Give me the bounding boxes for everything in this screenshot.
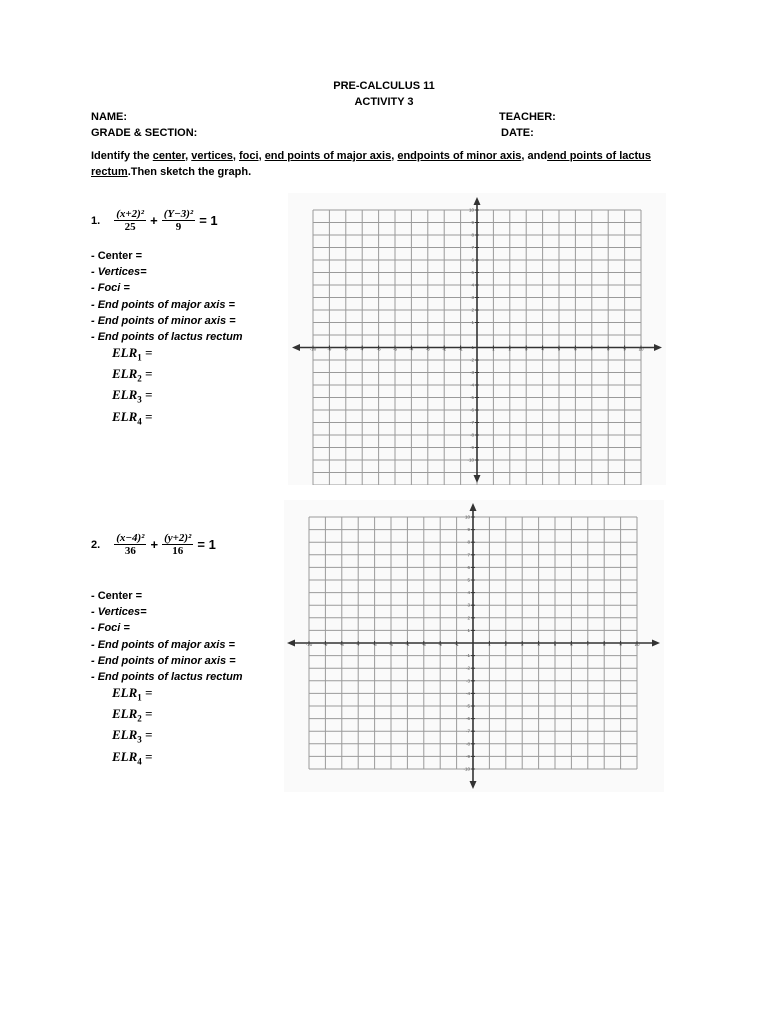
y-tick-label: 6 xyxy=(467,564,470,570)
x-tick-label: -8 xyxy=(343,346,348,352)
y-tick-label: -10 xyxy=(467,457,474,463)
coordinate-grid-2 xyxy=(284,500,664,792)
x-tick-label: -4 xyxy=(409,346,414,352)
elr-4: $ELR_4$ = xyxy=(112,748,153,767)
x-tick-label: 7 xyxy=(590,346,594,352)
x-tick-label: -5 xyxy=(388,642,394,647)
y-tick-label: 10 xyxy=(468,207,474,213)
x-tick-label: 1 xyxy=(488,642,491,647)
y-tick-label: -2 xyxy=(469,357,474,363)
instr-minor: endpoints of minor axis xyxy=(397,150,522,162)
elr-1: $ELR_1$ = xyxy=(112,685,153,703)
elr-2: $ELR_2$ = xyxy=(112,366,153,384)
vertices-line: - Vertices= xyxy=(91,606,147,619)
minor-axis-line: - End points of minor axis = xyxy=(91,654,236,667)
y-tick-label: 2 xyxy=(467,615,470,621)
y-tick-label: -1 xyxy=(465,653,470,659)
y-tick-label: 8 xyxy=(471,232,474,238)
lactus-rectum-line: - End points of lactus rectum xyxy=(91,331,243,344)
y-tick-label: -4 xyxy=(469,382,474,388)
x-tick-label: -4 xyxy=(405,642,410,647)
y-tick-label: 7 xyxy=(467,552,470,558)
y-tick-label: 7 xyxy=(471,245,474,250)
elr-2: $ELR_2$ = xyxy=(112,706,153,724)
x-tick-label: -3 xyxy=(421,642,426,647)
problem-1-items xyxy=(91,248,243,430)
equation-1: 1. $\frac{\text{(x+2)²}}{25}$ + $\frac{\text{(Y−3)²}}{9}$ = 1 xyxy=(91,208,218,233)
lactus-rectum-line: - End points of lactus rectum xyxy=(91,671,243,684)
x-tick-label: 4 xyxy=(541,346,544,352)
x-tick-label: 2 xyxy=(508,346,512,352)
x-tick-label: 10 xyxy=(638,346,644,352)
grade-section-label: GRADE & SECTION: xyxy=(91,127,198,139)
x-tick-label: -9 xyxy=(327,346,332,352)
x-tick-label: 3 xyxy=(520,642,524,647)
y-tick-label: -9 xyxy=(465,753,470,759)
x-tick-label: 1 xyxy=(492,346,495,352)
minor-axis-line: - End points of minor axis = xyxy=(91,314,236,327)
y-tick-label: 9 xyxy=(471,220,474,225)
x-tick-label: -9 xyxy=(323,642,328,647)
center-line: - Center = xyxy=(91,250,143,262)
x-tick-label: 3 xyxy=(524,346,528,352)
instr-lactus: end points of lactus rectum xyxy=(91,150,651,178)
name-label: NAME: xyxy=(91,111,128,123)
x-tick-label: -7 xyxy=(356,642,361,647)
foci-line: - Foci = xyxy=(91,622,130,635)
x-tick-label: -6 xyxy=(376,346,381,352)
y-tick-label: 2 xyxy=(471,307,474,313)
elr-4: $ELR_4$ = xyxy=(112,408,153,427)
x-tick-label: 2 xyxy=(504,642,508,647)
y-tick-label: 8 xyxy=(467,539,470,545)
teacher-label: TEACHER: xyxy=(499,111,556,123)
x-tick-label: 5 xyxy=(557,346,561,352)
elr-1: $ELR_1$ = xyxy=(112,345,153,363)
y-tick-label: 4 xyxy=(471,282,474,288)
instructions: Identify the center, vertices, foci, end points of major axis, endpoints of minor axis, andend points of lactus rectum.Then sketch the graph. xyxy=(91,150,651,178)
x-tick-label: -7 xyxy=(360,346,365,352)
elr-3: $ELR_3$ = xyxy=(112,727,153,745)
x-tick-label: -8 xyxy=(339,642,344,647)
y-tick-label: 5 xyxy=(467,577,470,583)
y-tick-label: -9 xyxy=(469,445,474,450)
x-tick-label: -5 xyxy=(392,346,398,352)
y-tick-label: 1 xyxy=(471,320,474,325)
activity-title: ACTIVITY 3 xyxy=(354,96,414,108)
foci-line: - Foci = xyxy=(91,282,130,295)
x-tick-label: -10 xyxy=(305,642,313,647)
y-tick-label: -5 xyxy=(469,395,474,400)
y-tick-label: 4 xyxy=(467,590,470,596)
x-tick-label: 9 xyxy=(619,642,622,647)
y-tick-label: 5 xyxy=(471,270,474,275)
y-tick-label: -3 xyxy=(465,678,470,684)
y-tick-label: -1 xyxy=(469,345,474,350)
equation-2: 2. $\frac{\text{(x−4)²}}{36}$ + $\frac{\text{(y+2)²}}{16}$ = 1 xyxy=(91,532,216,557)
elr-3: $ELR_3$ = xyxy=(112,387,153,405)
instr-major: end points of major axis xyxy=(264,150,392,162)
y-tick-label: -7 xyxy=(465,728,470,734)
y-tick-label: -5 xyxy=(465,703,470,709)
coordinate-grid-1 xyxy=(288,193,666,485)
x-tick-label: 8 xyxy=(606,346,610,352)
x-tick-label: -3 xyxy=(425,346,430,352)
y-tick-label: -4 xyxy=(465,690,470,696)
y-tick-label: -6 xyxy=(469,407,474,413)
y-tick-label: -7 xyxy=(469,420,474,425)
y-tick-label: -8 xyxy=(465,741,470,747)
x-tick-label: 4 xyxy=(537,642,540,647)
y-tick-label: 3 xyxy=(467,602,470,608)
center-line: - Center = xyxy=(91,590,143,602)
y-tick-label: -3 xyxy=(469,370,474,375)
x-tick-label: -2 xyxy=(438,642,443,647)
x-tick-label: 5 xyxy=(553,642,557,647)
x-tick-label: 6 xyxy=(574,346,577,352)
major-axis-line: - End points of major axis = xyxy=(91,298,235,311)
y-tick-label: -10 xyxy=(463,766,470,772)
x-tick-label: 9 xyxy=(623,346,626,352)
y-tick-label: 6 xyxy=(471,257,474,263)
instr-vertices: vertices xyxy=(191,150,233,162)
y-tick-label: 9 xyxy=(467,527,470,533)
x-tick-label: 8 xyxy=(602,642,606,647)
problem-2-items xyxy=(91,588,243,770)
y-tick-label: 3 xyxy=(471,295,474,300)
y-tick-label: 10 xyxy=(464,514,470,520)
date-label: DATE: xyxy=(501,127,534,139)
vertices-line: - Vertices= xyxy=(91,266,147,279)
x-tick-label: -1 xyxy=(458,346,463,352)
x-tick-label: 10 xyxy=(634,642,640,647)
y-tick-label: 1 xyxy=(467,627,470,633)
course-title: PRE-CALCULUS 11 xyxy=(333,80,435,92)
instr-center: center xyxy=(152,150,186,162)
x-tick-label: -10 xyxy=(309,346,317,352)
y-tick-label: -8 xyxy=(469,432,474,438)
x-tick-label: 6 xyxy=(570,642,573,647)
y-tick-label: -6 xyxy=(465,716,470,722)
x-tick-label: -1 xyxy=(454,642,459,647)
x-tick-label: -2 xyxy=(442,346,447,352)
major-axis-line: - End points of major axis = xyxy=(91,638,235,651)
x-tick-label: 7 xyxy=(586,642,590,647)
y-tick-label: -2 xyxy=(465,665,470,671)
x-tick-label: -6 xyxy=(372,642,377,647)
instr-foci: foci xyxy=(239,150,259,162)
